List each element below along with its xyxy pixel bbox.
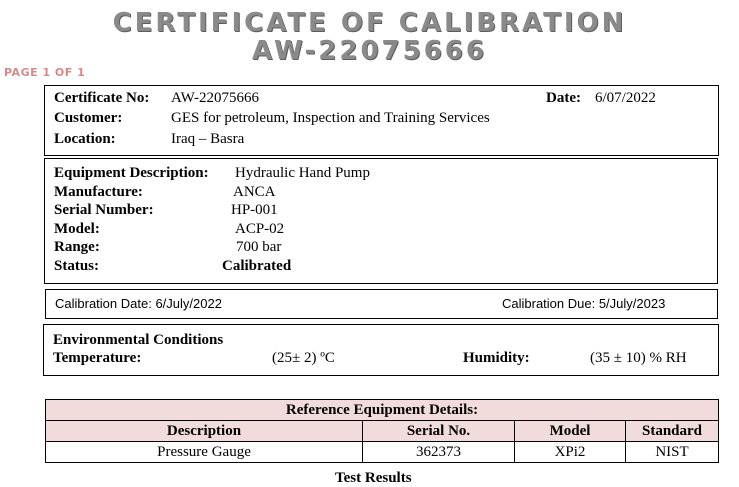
certificate-number-title: AW-22075666 [252, 36, 487, 66]
column-header-standard: Standard [626, 421, 719, 442]
column-header-description: Description [46, 421, 363, 442]
test-results-heading: Test Results [335, 470, 412, 486]
calibration-due: Calibration Due: 5/July/2023 [502, 296, 666, 311]
cell-description: Pressure Gauge [46, 442, 363, 463]
cell-standard: NIST [626, 442, 719, 463]
status-label: Status: [54, 258, 100, 274]
range-value: 700 bar [236, 239, 282, 255]
calibration-date: Calibration Date: 6/July/2022 [55, 296, 222, 311]
reference-heading: Reference Equipment Details: [46, 400, 719, 421]
serial-number-label: Serial Number: [54, 202, 154, 218]
equipment-description-label: Equipment Description: [54, 165, 209, 181]
model-label: Model: [54, 221, 100, 237]
humidity-label: Humidity: [463, 350, 530, 366]
customer-label: Customer: [54, 110, 123, 126]
certificate-title: CERTIFICATE OF CALIBRATION [112, 8, 627, 38]
location-value: Iraq – Basra [171, 131, 245, 147]
environment-heading: Environmental Conditions [53, 332, 224, 348]
temperature-value: (25± 2) ºC [272, 350, 335, 366]
range-label: Range: [54, 239, 100, 255]
manufacture-label: Manufacture: [54, 184, 143, 200]
date-value: 6/07/2022 [595, 90, 656, 106]
table-row [46, 442, 719, 463]
cert-no-label: Certificate No: [54, 90, 150, 106]
humidity-value: (35 ± 10) % RH [590, 350, 687, 366]
manufacture-value: ANCA [233, 184, 276, 200]
cell-model: XPi2 [515, 442, 626, 463]
reference-equipment-table [45, 399, 719, 463]
model-value: ACP-02 [235, 221, 285, 237]
customer-value: GES for petroleum, Inspection and Training Services [171, 110, 490, 126]
equipment-description-value: Hydraulic Hand Pump [235, 165, 370, 181]
cert-no-value: AW-22075666 [171, 90, 259, 106]
temperature-label: Temperature: [53, 350, 142, 366]
location-label: Location: [54, 131, 116, 147]
date-label: Date: [546, 90, 581, 106]
column-header-serial: Serial No. [363, 421, 515, 442]
page-indicator: PAGE 1 OF 1 [4, 66, 86, 79]
serial-number-value: HP-001 [231, 202, 278, 218]
cell-serial: 362373 [363, 442, 515, 463]
column-header-model: Model [515, 421, 626, 442]
status-value: Calibrated [222, 258, 292, 274]
